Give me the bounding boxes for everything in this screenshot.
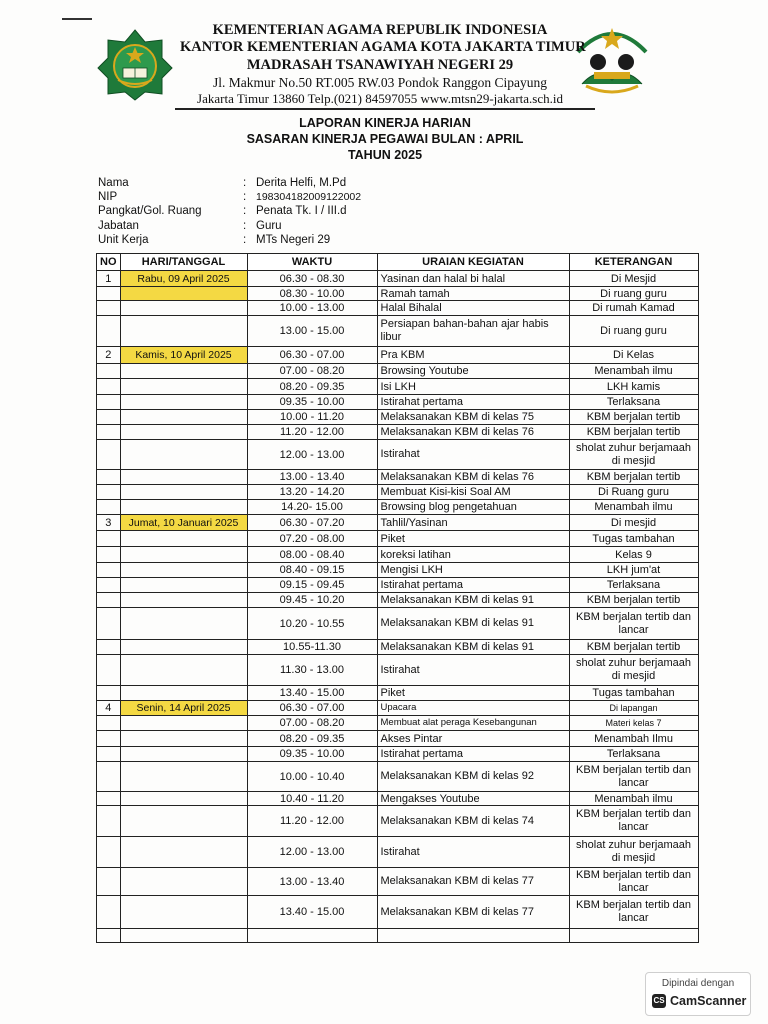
cell-day	[120, 485, 247, 500]
table-row	[97, 395, 699, 410]
identity-value: 198304182009122002	[256, 191, 362, 204]
cell-time: 08.20 - 09.35	[247, 731, 377, 747]
cell-time: 13.40 - 15.00	[247, 896, 377, 929]
cell-note: Di Mesjid	[569, 271, 698, 287]
cell-activity: Istirahat	[377, 837, 569, 868]
table-row	[97, 655, 699, 686]
table-row	[97, 410, 699, 425]
cell-day	[120, 425, 247, 440]
cell-note: Di lapangan	[569, 701, 698, 716]
cell-day	[120, 806, 247, 837]
cell-no	[97, 686, 121, 701]
cell-time: 06.30 - 08.30	[247, 271, 377, 287]
cell-day	[120, 364, 247, 379]
cell-no	[97, 593, 121, 608]
identity-row	[98, 233, 456, 247]
cell-day	[120, 747, 247, 762]
table-row	[97, 640, 699, 655]
cell-no	[97, 410, 121, 425]
table-row	[97, 515, 699, 531]
identity-block	[98, 176, 456, 247]
cell-activity: Melaksanakan KBM di kelas 91	[377, 640, 569, 655]
cell-activity	[377, 929, 569, 943]
cell-activity: Mengisi LKH	[377, 563, 569, 578]
cell-note: KBM berjalan tertib dan lancar	[569, 868, 698, 896]
cell-time: 06.30 - 07.00	[247, 701, 377, 716]
table-row	[97, 379, 699, 395]
cell-activity: Melaksanakan KBM di kelas 92	[377, 762, 569, 792]
cell-no	[97, 608, 121, 640]
cell-no: 4	[97, 701, 121, 716]
identity-separator: :	[243, 205, 247, 218]
camscanner-watermark	[645, 972, 751, 1016]
report-subtitle: SASARAN KINERJA PEGAWAI BULAN : APRIL	[246, 132, 524, 146]
cell-no	[97, 547, 121, 563]
cell-no	[97, 287, 121, 301]
cell-time	[247, 929, 377, 943]
table-row	[97, 578, 699, 593]
cell-day	[120, 929, 247, 943]
cell-time: 12.00 - 13.00	[247, 440, 377, 470]
table-row	[97, 837, 699, 868]
cell-note: sholat zuhur berjamaah di mesjid	[569, 837, 698, 868]
cell-note: LKH jum'at	[569, 563, 698, 578]
cell-day	[120, 379, 247, 395]
identity-label: Unit Kerja	[98, 233, 149, 246]
cell-no	[97, 731, 121, 747]
cell-note: Kelas 9	[569, 547, 698, 563]
cell-time: 10.00 - 13.00	[247, 301, 377, 316]
cell-day	[120, 593, 247, 608]
watermark-name: CamScanner	[670, 994, 747, 1008]
table-row	[97, 686, 699, 701]
cell-activity: Isi LKH	[377, 379, 569, 395]
table-row	[97, 792, 699, 806]
cell-note: Di Kelas	[569, 347, 698, 364]
cell-no	[97, 470, 121, 485]
cell-activity: Istirahat pertama	[377, 578, 569, 593]
cell-activity: Melaksanakan KBM di kelas 91	[377, 593, 569, 608]
cell-day	[120, 731, 247, 747]
report-title: LAPORAN KINERJA HARIAN	[299, 116, 471, 130]
cell-no: 3	[97, 515, 121, 531]
cell-time: 06.30 - 07.00	[247, 347, 377, 364]
cell-no	[97, 485, 121, 500]
table-row	[97, 500, 699, 515]
table-row	[97, 316, 699, 347]
table-row	[97, 716, 699, 731]
cell-no: 2	[97, 347, 121, 364]
cell-day	[120, 500, 247, 515]
cell-time: 10.00 - 11.20	[247, 410, 377, 425]
cell-time: 09.35 - 10.00	[247, 747, 377, 762]
cell-activity: Piket	[377, 686, 569, 701]
cell-time: 07.20 - 08.00	[247, 531, 377, 547]
cell-activity: Halal Bihalal	[377, 301, 569, 316]
cell-day	[120, 868, 247, 896]
identity-value: MTs Negeri 29	[256, 233, 331, 246]
cell-no	[97, 655, 121, 686]
cell-activity: Mengakses Youtube	[377, 792, 569, 806]
cell-time: 11.20 - 12.00	[247, 425, 377, 440]
cell-activity: Ramah tamah	[377, 287, 569, 301]
letterhead-office: KANTOR KEMENTERIAN AGAMA KOTA JAKARTA TIMUR	[180, 39, 586, 55]
cell-day	[120, 470, 247, 485]
table-row	[97, 701, 699, 716]
cell-activity: Membuat Kisi-kisi Soal AM	[377, 485, 569, 500]
cell-day	[120, 896, 247, 929]
cell-time: 13.00 - 13.40	[247, 868, 377, 896]
table-row	[97, 762, 699, 792]
identity-separator: :	[243, 219, 247, 232]
cell-time: 11.20 - 12.00	[247, 806, 377, 837]
cell-activity: Melaksanakan KBM di kelas 76	[377, 425, 569, 440]
cell-time: 07.00 - 08.20	[247, 364, 377, 379]
cell-activity: Upacara	[377, 701, 569, 716]
cell-time: 09.15 - 09.45	[247, 578, 377, 593]
madrasah-logo-icon	[568, 22, 656, 102]
cell-day	[120, 531, 247, 547]
table-row	[97, 440, 699, 470]
cell-activity: Yasinan dan halal bi halal	[377, 271, 569, 287]
cell-day	[120, 410, 247, 425]
report-title-block	[180, 115, 590, 163]
cell-no	[97, 640, 121, 655]
table-row	[97, 287, 699, 301]
cell-note: Di Ruang guru	[569, 485, 698, 500]
cell-activity: Membuat alat peraga Kesebangunan	[377, 716, 569, 731]
cell-time: 08.20 - 09.35	[247, 379, 377, 395]
cell-activity: Melaksanakan KBM di kelas 77	[377, 868, 569, 896]
cell-time: 14.20- 15.00	[247, 500, 377, 515]
cell-time: 13.00 - 13.40	[247, 470, 377, 485]
cell-time: 13.00 - 15.00	[247, 316, 377, 347]
identity-row	[98, 176, 456, 190]
cell-note: KBM berjalan tertib	[569, 640, 698, 655]
cell-no	[97, 716, 121, 731]
letterhead	[180, 22, 586, 106]
cell-activity: Istirahat pertama	[377, 747, 569, 762]
table-row	[97, 301, 699, 316]
identity-row	[98, 190, 456, 204]
cell-note: Menambah Ilmu	[569, 731, 698, 747]
cell-note: Menambah ilmu	[569, 364, 698, 379]
table-row	[97, 563, 699, 578]
cell-day	[120, 395, 247, 410]
cell-note: Tugas tambahan	[569, 531, 698, 547]
cell-day	[120, 655, 247, 686]
cell-note: Di ruang guru	[569, 316, 698, 347]
cell-activity: Akses Pintar	[377, 731, 569, 747]
cell-day	[120, 640, 247, 655]
cell-no	[97, 563, 121, 578]
cell-note: LKH kamis	[569, 379, 698, 395]
identity-separator: :	[243, 177, 247, 189]
table-row	[97, 868, 699, 896]
cell-time: 10.55-11.30	[247, 640, 377, 655]
cell-no	[97, 896, 121, 929]
cell-note: Terlaksana	[569, 578, 698, 593]
cell-note: KBM berjalan tertib dan lancar	[569, 762, 698, 792]
cell-no	[97, 440, 121, 470]
identity-value: Derita Helfi, M.Pd	[256, 177, 347, 189]
identity-label: NIP	[98, 191, 118, 204]
cell-no	[97, 500, 121, 515]
cell-time: 08.30 - 10.00	[247, 287, 377, 301]
cell-time: 09.45 - 10.20	[247, 593, 377, 608]
watermark-caption: Dipindai dengan	[661, 978, 735, 989]
cell-note: KBM berjalan tertib	[569, 593, 698, 608]
activity-table	[96, 253, 699, 943]
identity-label: Nama	[98, 177, 129, 189]
table-row	[97, 347, 699, 364]
cell-day	[120, 563, 247, 578]
cell-day	[120, 547, 247, 563]
cell-activity: Istirahat pertama	[377, 395, 569, 410]
cell-note	[569, 929, 698, 943]
cell-no	[97, 806, 121, 837]
cell-time: 12.00 - 13.00	[247, 837, 377, 868]
table-row	[97, 731, 699, 747]
cell-activity: Melaksanakan KBM di kelas 77	[377, 896, 569, 929]
cell-no	[97, 792, 121, 806]
letterhead-divider	[175, 108, 595, 110]
cell-no: 1	[97, 271, 121, 287]
column-header-time: WAKTU	[247, 254, 377, 271]
cell-time: 08.00 - 08.40	[247, 547, 377, 563]
cell-day: Kamis, 10 April 2025	[120, 347, 247, 364]
column-header-day: HARI/TANGGAL	[120, 254, 247, 271]
letterhead-contact: Jakarta Timur 13860 Telp.(021) 84597055 www.mtsn29-jakarta.sch.id	[197, 91, 563, 106]
cell-activity: Melaksanakan KBM di kelas 76	[377, 470, 569, 485]
cell-no	[97, 364, 121, 379]
table-row	[97, 806, 699, 837]
watermark-brand	[652, 994, 746, 1008]
letterhead-ministry: KEMENTERIAN AGAMA REPUBLIK INDONESIA	[212, 22, 548, 38]
cell-activity: Istirahat	[377, 440, 569, 470]
cell-note: Tugas tambahan	[569, 686, 698, 701]
identity-label: Pangkat/Gol. Ruang	[98, 205, 202, 218]
cell-note: Di rumah Kamad	[569, 301, 698, 316]
identity-row	[98, 204, 456, 218]
report-year: TAHUN 2025	[347, 148, 423, 162]
table-body	[97, 271, 699, 943]
cell-activity: Melaksanakan KBM di kelas 91	[377, 608, 569, 640]
cell-no	[97, 301, 121, 316]
cell-activity: Browsing blog pengetahuan	[377, 500, 569, 515]
identity-separator: :	[243, 191, 247, 204]
cell-day	[120, 792, 247, 806]
cell-no	[97, 425, 121, 440]
cell-note: sholat zuhur berjamaah di mesjid	[569, 655, 698, 686]
cell-day	[120, 301, 247, 316]
table-row	[97, 547, 699, 563]
column-header-activity: URAIAN KEGIATAN	[377, 254, 569, 271]
table-row	[97, 271, 699, 287]
cell-no	[97, 929, 121, 943]
table-row	[97, 608, 699, 640]
cell-time: 09.35 - 10.00	[247, 395, 377, 410]
cell-time: 10.20 - 10.55	[247, 608, 377, 640]
cell-time: 10.00 - 10.40	[247, 762, 377, 792]
cell-time: 11.30 - 13.00	[247, 655, 377, 686]
letterhead-school: MADRASAH TSANAWIYAH NEGERI 29	[246, 57, 514, 73]
table-row	[97, 531, 699, 547]
cell-no	[97, 578, 121, 593]
cell-note: sholat zuhur berjamaah di mesjid	[569, 440, 698, 470]
cell-no	[97, 762, 121, 792]
cell-day	[120, 440, 247, 470]
cell-activity: Persiapan bahan-bahan ajar habis libur	[377, 316, 569, 347]
cell-day	[120, 716, 247, 731]
cell-activity: Istirahat	[377, 655, 569, 686]
identity-separator: :	[243, 233, 247, 246]
cell-no	[97, 868, 121, 896]
cell-note: Menambah ilmu	[569, 792, 698, 806]
cell-activity: Piket	[377, 531, 569, 547]
cell-note: Di mesjid	[569, 515, 698, 531]
cell-day	[120, 316, 247, 347]
cell-day: Rabu, 09 April 2025	[120, 271, 247, 287]
cell-time: 07.00 - 08.20	[247, 716, 377, 731]
cell-note: Terlaksana	[569, 747, 698, 762]
cell-note: KBM berjalan tertib	[569, 425, 698, 440]
cell-no	[97, 316, 121, 347]
cell-activity: Melaksanakan KBM di kelas 75	[377, 410, 569, 425]
cell-activity: Melaksanakan KBM di kelas 74	[377, 806, 569, 837]
cell-day: Jumat, 10 Januari 2025	[120, 515, 247, 531]
identity-row	[98, 219, 456, 233]
cell-no	[97, 531, 121, 547]
cell-activity: Tahlil/Yasinan	[377, 515, 569, 531]
cell-note: KBM berjalan tertib dan lancar	[569, 608, 698, 640]
cell-day: Senin, 14 April 2025	[120, 701, 247, 716]
cell-activity: Pra KBM	[377, 347, 569, 364]
column-header-no: NO	[97, 254, 121, 271]
table-row	[97, 485, 699, 500]
cell-note: Materi kelas 7	[569, 716, 698, 731]
cell-note: KBM berjalan tertib	[569, 470, 698, 485]
identity-value: Guru	[256, 219, 282, 232]
corner-mark	[62, 18, 92, 20]
cell-note: Menambah ilmu	[569, 500, 698, 515]
table-row	[97, 364, 699, 379]
cell-day	[120, 837, 247, 868]
cell-day	[120, 578, 247, 593]
cell-day	[120, 287, 247, 301]
table-row	[97, 470, 699, 485]
table-row	[97, 929, 699, 943]
cell-note: Di ruang guru	[569, 287, 698, 301]
camscanner-logo-icon: CS	[652, 994, 666, 1008]
kemenag-emblem-icon	[96, 28, 174, 102]
cell-time: 13.40 - 15.00	[247, 686, 377, 701]
cell-no	[97, 379, 121, 395]
cell-activity: koreksi latihan	[377, 547, 569, 563]
cell-time: 10.40 - 11.20	[247, 792, 377, 806]
table-header-row	[97, 254, 699, 271]
cell-day	[120, 762, 247, 792]
cell-no	[97, 395, 121, 410]
table-row	[97, 896, 699, 929]
cell-no	[97, 837, 121, 868]
cell-day	[120, 608, 247, 640]
cell-note: KBM berjalan tertib	[569, 410, 698, 425]
column-header-note: KETERANGAN	[569, 254, 698, 271]
cell-no	[97, 747, 121, 762]
cell-time: 06.30 - 07.20	[247, 515, 377, 531]
identity-label: Jabatan	[98, 219, 139, 232]
cell-activity: Browsing Youtube	[377, 364, 569, 379]
table-row	[97, 593, 699, 608]
letterhead-address: Jl. Makmur No.50 RT.005 RW.03 Pondok Ranggon Cipayung	[212, 75, 548, 90]
cell-time: 13.20 - 14.20	[247, 485, 377, 500]
table-row	[97, 747, 699, 762]
cell-day	[120, 686, 247, 701]
cell-time: 08.40 - 09.15	[247, 563, 377, 578]
table-row	[97, 425, 699, 440]
cell-note: Terlaksana	[569, 395, 698, 410]
identity-value: Penata Tk. I / III.d	[256, 205, 347, 218]
cell-note: KBM berjalan tertib dan lancar	[569, 896, 698, 929]
cell-note: KBM berjalan tertib dan lancar	[569, 806, 698, 837]
